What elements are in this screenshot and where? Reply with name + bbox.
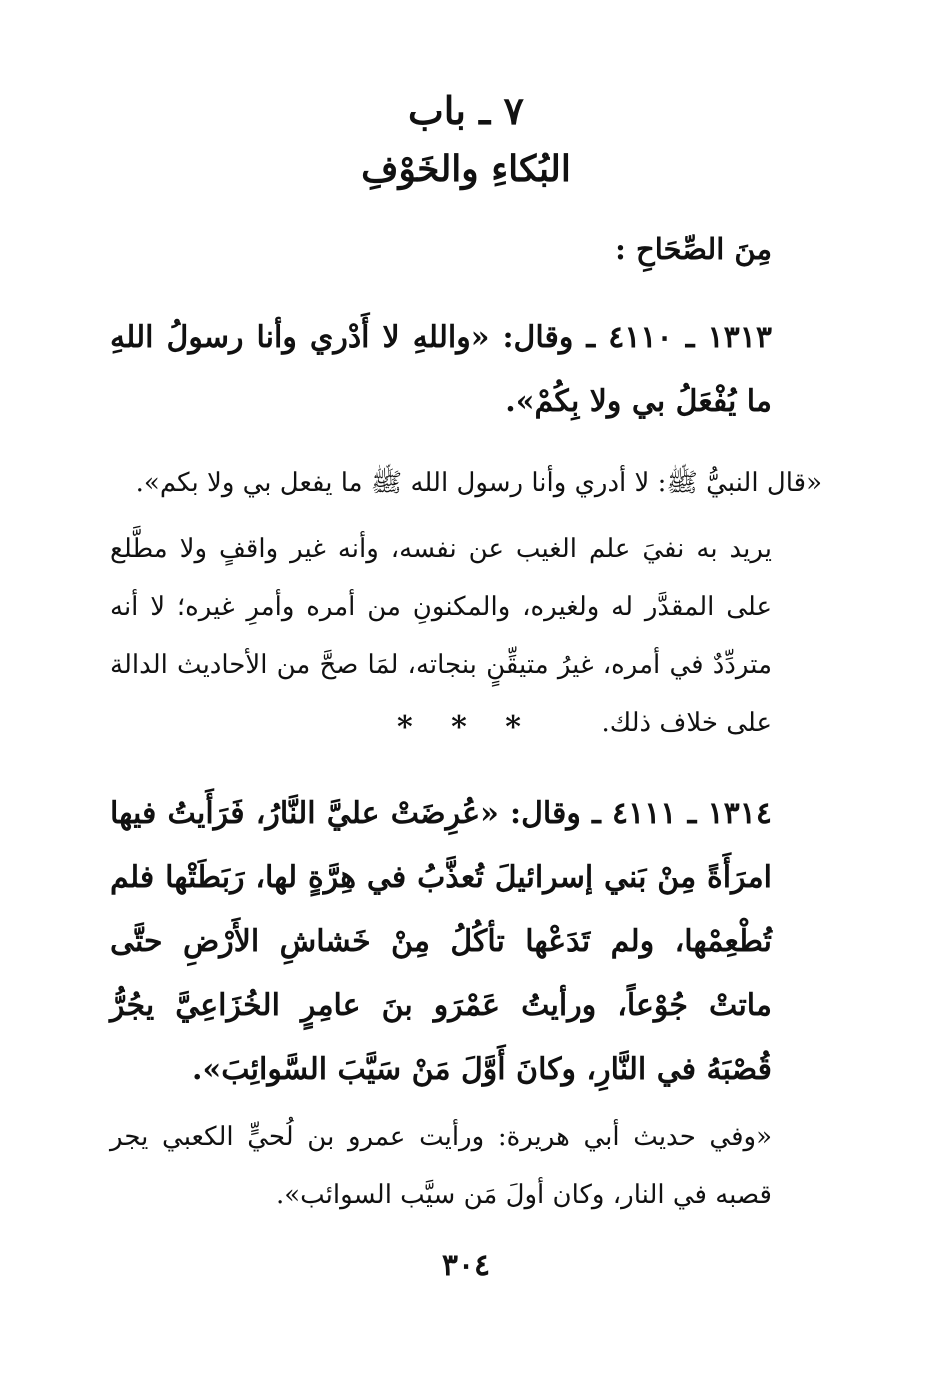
hadith-1313 xyxy=(110,306,822,434)
hadith-1313-text: ١٣١٣ ـ ٤١١٠ ـ وقال: «واللهِ لا أَدْري وأنا رسولُ اللهِ ما يُفْعَلُ بي ولا بِكُمْ». xyxy=(110,320,772,419)
hadith-1314 xyxy=(110,782,822,1102)
commentary-2-text: «وفي حديث أبي هريرة: ورأيت عمرو بن لُحيٍّ الكعبي يجر قصبه في النار، وكان أولَ مَن سيَّب السوائب». xyxy=(110,1122,772,1210)
chapter-title: البُكاءِ والخَوْفِ xyxy=(361,148,571,190)
hadith-1314-text: ١٣١٤ ـ ٤١١١ ـ وقال: «عُرِضَتْ عليَّ النَّارُ، فَرَأَيتُ فيها امرَأَةً مِنْ بَني إسرائيلَ تُعذَّبُ في هِرَّةٍ لها، رَبَطَتْها فلم تُطْعِمْها، ولم تَدَعْها تأكُلُ مِنْ خَشاشِ الأَرْضِ حتَّى ماتتْ جُوْعاً، ورأيتُ عَمْرَو بنَ عامِرٍ الخُزَاعِيَّ يجُرُّ قُصْبَهُ في النَّارِ، وكانَ أَوَّلَ مَنْ سَيَّبَ السَّوائِبَ». xyxy=(110,796,772,1087)
section-label: مِنَ الصِّحَاحِ : xyxy=(615,232,772,266)
section-separator: * * * xyxy=(397,710,535,745)
commentary-1-explanation-text: يريد به نفيَ علم الغيب عن نفسه، وأنه غير واقفٍ ولا مطَّلع على المقدَّر له ولغيره، والمكنونِ من أمره وأمرِ غيره؛ لا أنه متردِّدٌ في أمره، غيرُ متيقِّنٍ بنجاته، لمَا صحَّ من الأحاديث الدالة على خلاف ذلك. xyxy=(110,534,772,738)
chapter-heading: ٧ ـ باب xyxy=(408,88,524,133)
commentary-1-quote xyxy=(110,454,822,512)
commentary-2 xyxy=(110,1108,822,1224)
page-number: ٣٠٤ xyxy=(441,1248,491,1283)
book-page xyxy=(110,0,822,1381)
commentary-1-quote-text: «قال النبيُّ ﷺ: لا أدري وأنا رسول الله ﷺ ما يفعل بي ولا بكم». xyxy=(135,468,822,498)
